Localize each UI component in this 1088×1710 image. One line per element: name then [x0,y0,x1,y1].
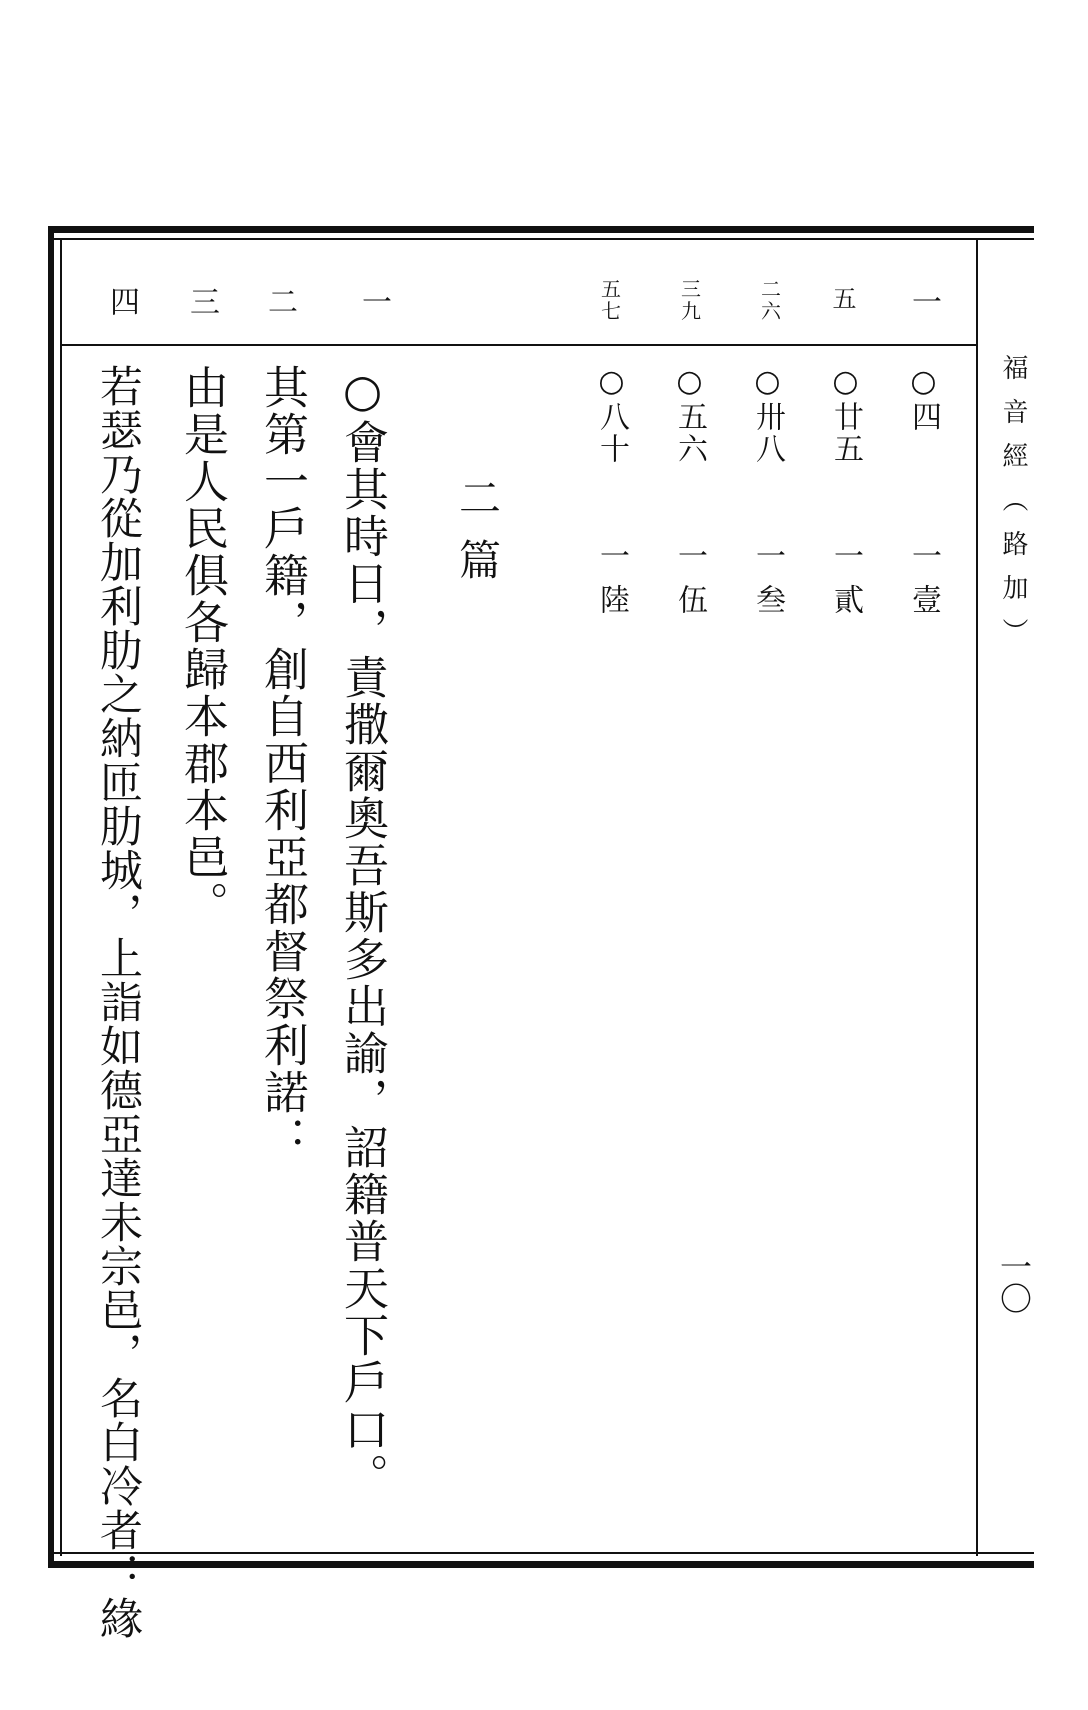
frame-top-rule [48,226,1034,233]
chapter-heading: 二篇 [453,476,502,600]
ref-header-4: 三九 [681,277,701,323]
ref-book-1: 一壹 [906,540,941,628]
page-number: 一〇 [995,1250,1033,1314]
frame-right-rule [976,238,978,1556]
frame-top-thin-rule [48,238,1034,240]
frame-bottom-thin-rule [48,1552,1034,1554]
verse-number-2: 二 [262,286,297,316]
verse-number-4: 四 [104,286,139,316]
running-title: 福音經（路加） [998,354,1028,662]
header-divider [62,344,976,346]
verse-number-3: 三 [184,286,219,316]
verse-text-4: 若瑟乃從加利肋之納匝肋城，上詣如德亞達未宗邑，名白冷者：緣 [93,364,143,1640]
verse-text-1: ○會其時日，責撒爾奧吾斯多出諭，詔籍普天下戶口。 [336,364,389,1500]
ref-header-2: 五 [828,286,856,310]
ref-line-5: ○八十 [594,364,629,465]
ref-line-3: ○卅八 [750,364,785,465]
ref-book-2: 一貳 [828,540,863,628]
ref-line-1: ○四 [906,364,941,433]
ref-book-5: 一陸 [594,540,629,628]
ref-header-1: 一 [906,286,941,316]
ref-book-3: 一叁 [750,540,785,628]
ref-line-2: ○廿五 [828,364,863,465]
verse-text-3: 由是人民俱各歸本郡本邑。 [176,364,229,928]
verse-text-2: 其第一戶籍，創自西利亞都督祭利諾： [256,364,309,1163]
ref-header-5: 五七 [601,277,621,323]
verse-number-1: 一 [356,286,391,316]
ref-header-3: 二六 [761,277,781,323]
ref-line-4: ○五六 [672,364,707,465]
frame-left-thin-rule [60,238,62,1556]
frame-left-rule [48,226,54,1568]
ref-book-4: 一伍 [672,540,707,628]
frame-bottom-rule [48,1561,1034,1568]
